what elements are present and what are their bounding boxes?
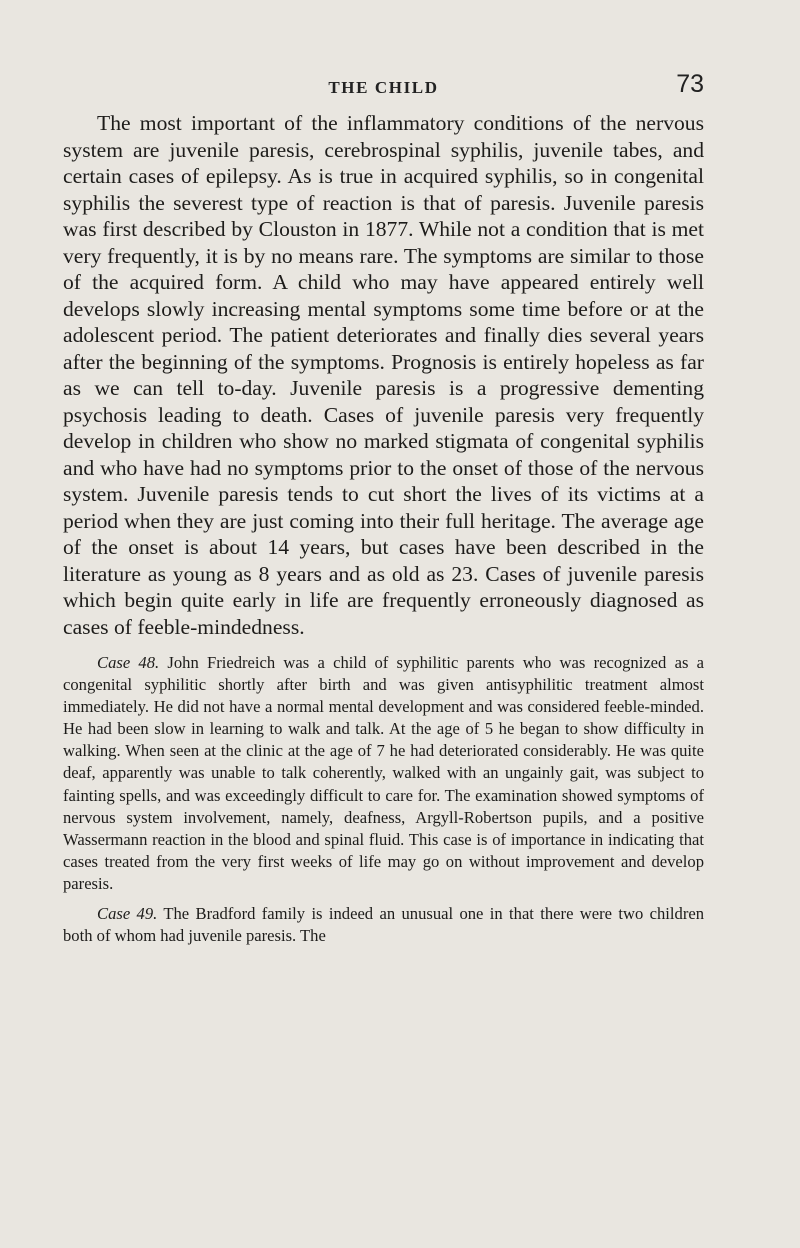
case-label: Case 48. [97, 653, 160, 672]
case-label: Case 49. [97, 904, 158, 924]
running-header [63, 0, 704, 110]
page-number: 73 [676, 70, 704, 98]
case-paragraph [63, 652, 704, 895]
running-title: THE CHILD [328, 78, 439, 97]
case-text: John Friedreich was a child of syphilitic parents who was recognized as a congenital syphilitic shortly after birth and was given antisyphilitic treatment almost immediately. He did not have a normal mental development and was considered feeble-minded. He had been slow in learning to walk and talk. At the age of 5 he began to show difficulty in walking. When seen at the clinic at the age of 7 he had deteriorated considerably. He was quite deaf, apparently was unable to talk coherently, walked with an ungainly gait, was subject to fainting spells, and was exceedingly difficult to care for. The examination showed symptoms of nervous system involvement, namely, deafness, Argyll-Robertson pupils, and a positive Wassermann reaction in the blood and spinal fluid. This case is of importance in indicating that cases treated from the very first weeks of life may go on without improvement and develop paresis. [63, 653, 705, 893]
case-text: The Bradford family is indeed an unusual one in that there were two children both of whom had juvenile paresis. The [63, 904, 705, 946]
main-text [63, 110, 704, 640]
case-reports [63, 652, 704, 947]
case-paragraph [63, 903, 704, 947]
body-paragraph: The most important of the inflammatory conditions of the nervous system are juvenile paresis, cerebrospinal syphilis, juvenile tabes, and certain cases of epilepsy. As is true in acquired syphilis, so in congenital syphilis the severest type of reaction is that of paresis. Juvenile paresis was first described by Clouston in 1877. While not a condition that is met very frequently, it is by no means rare. The symptoms are similar to those of the acquired form. A child who may have appeared entirely well develops slowly increasing mental symptoms some time before or at the adolescent period. The patient deteriorates and finally dies several years after the beginning of the symptoms. Prognosis is entirely hopeless as far as we can tell to-day. Juvenile paresis is a progressive dementing psychosis leading to death. Cases of juvenile paresis very frequently develop in children who show no marked stigmata of congenital syphilis and who have had no symptoms prior to the onset of those of the nervous system. Juvenile paresis tends to cut short the lives of its victims at a period when they are just coming into their full heritage. The average age of the onset is about 14 years, but cases have been described in the literature as young as 8 years and as old as 23. Cases of juvenile paresis which begin quite early in life are frequently erroneously diagnosed as cases of feeble-mindedness. [63, 111, 704, 639]
